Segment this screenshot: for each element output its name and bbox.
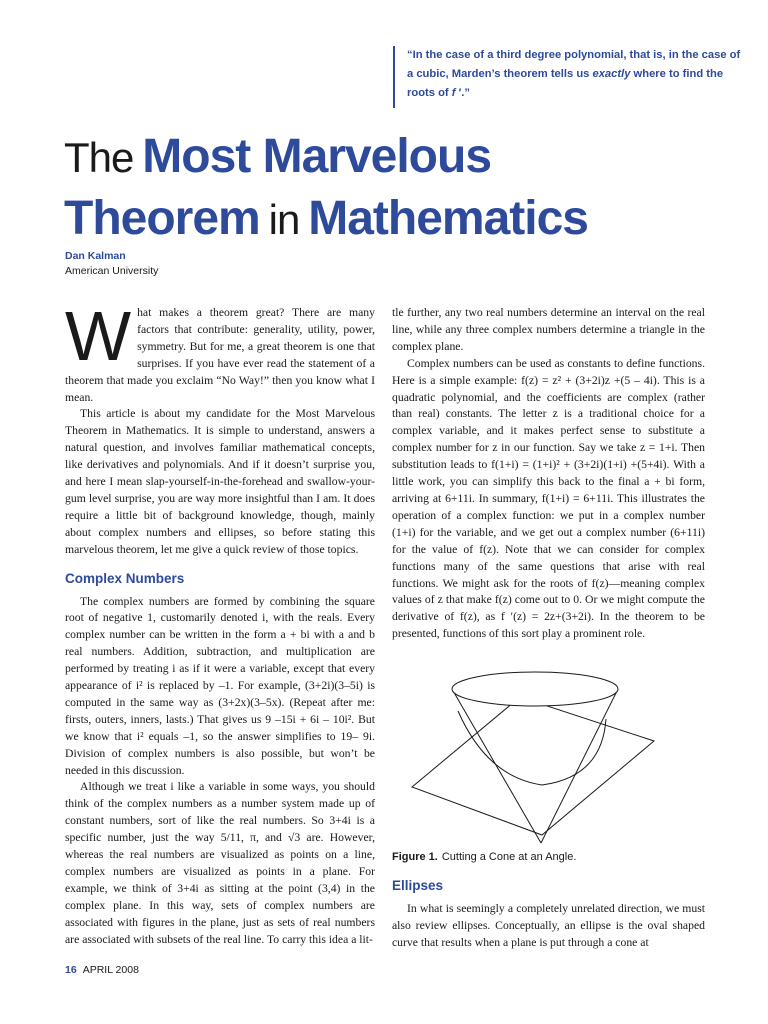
- column-right: [392, 305, 705, 952]
- author-name: Dan Kalman: [65, 250, 126, 262]
- paragraph: In what is seemingly a completely unrelated direction, we must also review ellipses. Conceptually, an ellipse is the oval shaped curve that results when a plane is put through a cone at: [392, 901, 705, 949]
- cone-rim: [452, 672, 618, 706]
- section-heading-ellipses: Ellipses: [392, 878, 444, 894]
- ellipse-cross-section: [458, 711, 606, 785]
- figure-caption: Figure 1. Cutting a Cone at an Angle.: [392, 851, 577, 864]
- cone-side-right: [541, 689, 618, 843]
- page-number: 16: [65, 964, 77, 976]
- paragraph: Complex numbers can be used as constants to define functions. Here is a simple example: f(z) = z² + (3+2i)z +(5 – 4i). This is a quadratic polynomial, and the coefficients are complex (rather than real) constants. The letter z is a traditional choice for a complex variable, and it makes perfect sense to substitute a complex number for z in our function. Say we take z = 1+i. Then substitution leads to f(1+i) = (1+i)² + (3+2i)(1+i) +(5+4i). With a little work, you can simplify this back to the final a + bi form, arriving at 6+11i. In summary, f(1+i) = 6+11i. This illustrates the operation of a complex function: we put in a complex number (1+i) for the variable, and we get out a complex number (6+11i) for the value of f(z). Note that we can consider for complex functions many of the same questions that arise with real functions. We might ask for the roots of f(z)—meaning complex values of z that make f(z) come out to 0. Or we might compute the derivative of f(z), as f ′(z) = 2z+(3+2i). In the theorem to be presented, functions of this sort play a prominent role.: [392, 356, 705, 641]
- cone-plane-diagram: [392, 659, 705, 849]
- figure-cone-illustration: [392, 659, 705, 849]
- author-affiliation: American University: [65, 265, 159, 277]
- cone-side-left: [452, 689, 541, 843]
- paragraph: tle further, any two real numbers determine an interval on the real line, while any three complex numbers determine a triangle in the complex plane.: [392, 306, 705, 353]
- intro-paragraph: What makes a theorem great? There are many factors that contribute: generality, utility, power, symmetry. But for me, a great theorem is one that surprises. If you have ever read the statement of a theorem that made you exclaim “No Way!” then you know what I mean.: [65, 297, 375, 404]
- pull-quote: [393, 46, 743, 108]
- issue-date: APRIL 2008: [82, 964, 139, 976]
- drop-cap: W: [65, 297, 132, 375]
- paragraph: This article is about my candidate for the Most Marvelous Theorem in Mathematics. It is simple to understand, answers a natural question, and involves familiar mathematical concepts, like derivatives and polynomials. And if it doesn’t surprise you, and here I mean slap-yourself-in-the-forehead and swallow-your-gum level surprise, you are way more insightful than I am. It does require a little bit of background knowledge, though, mainly about complex numbers and ellipses, so before stating this marvelous theorem, let me give a quick review of those topics.: [65, 407, 375, 556]
- paragraph: The complex numbers are formed by combining the square root of negative 1, customarily denoted i, with the reals. Every complex number can be written in the form a + bi with a and b real numbers. Addition, subtraction, and multiplication are performed by treating i as if it were a variable, except that every appearance of i² is replaced by –1. For example, (3+2i)(3–5i) is computed in the same way as (3+2x)(3–5x). (Repeat after me: firsts, outers, inners, lasts.) That gives us 9 –15i + 6i – 10i². But we know that i² equals –1, so the answer simplifies to 19– 9i. Division of complex numbers is also possible, but won’t be needed in this discussion.: [65, 594, 375, 777]
- page-footer: [65, 964, 139, 976]
- article-title: The Most Marvelous Theorem in Mathematics: [64, 130, 588, 245]
- paragraph: Although we treat i like a variable in some ways, you should think of the complex numbers as a number system made up of constant numbers, sort of like the real numbers. So 3+4i is a specific number, just the way 5/11, π, and √3 are. However, whereas the real numbers are visualized as points on a line, complex numbers are visualized as points in a plane. For example, we think of 3+4i as sitting at the point (3,4) in the complex plane. In this way, sets of complex numbers are associated with figures in the plane, just as sets of real numbers are associated with subsets of the real line. To carry this idea a lit-: [65, 780, 375, 946]
- cutting-plane: [412, 697, 654, 835]
- section-heading-complex-numbers: Complex Numbers: [65, 570, 185, 586]
- column-left: [65, 297, 375, 949]
- pull-quote-text: “In the case of a third degree polynomial, that is, in the case of a cubic, Marden’s theorem tells us exactly where to find the roots of f ′.”: [407, 49, 741, 99]
